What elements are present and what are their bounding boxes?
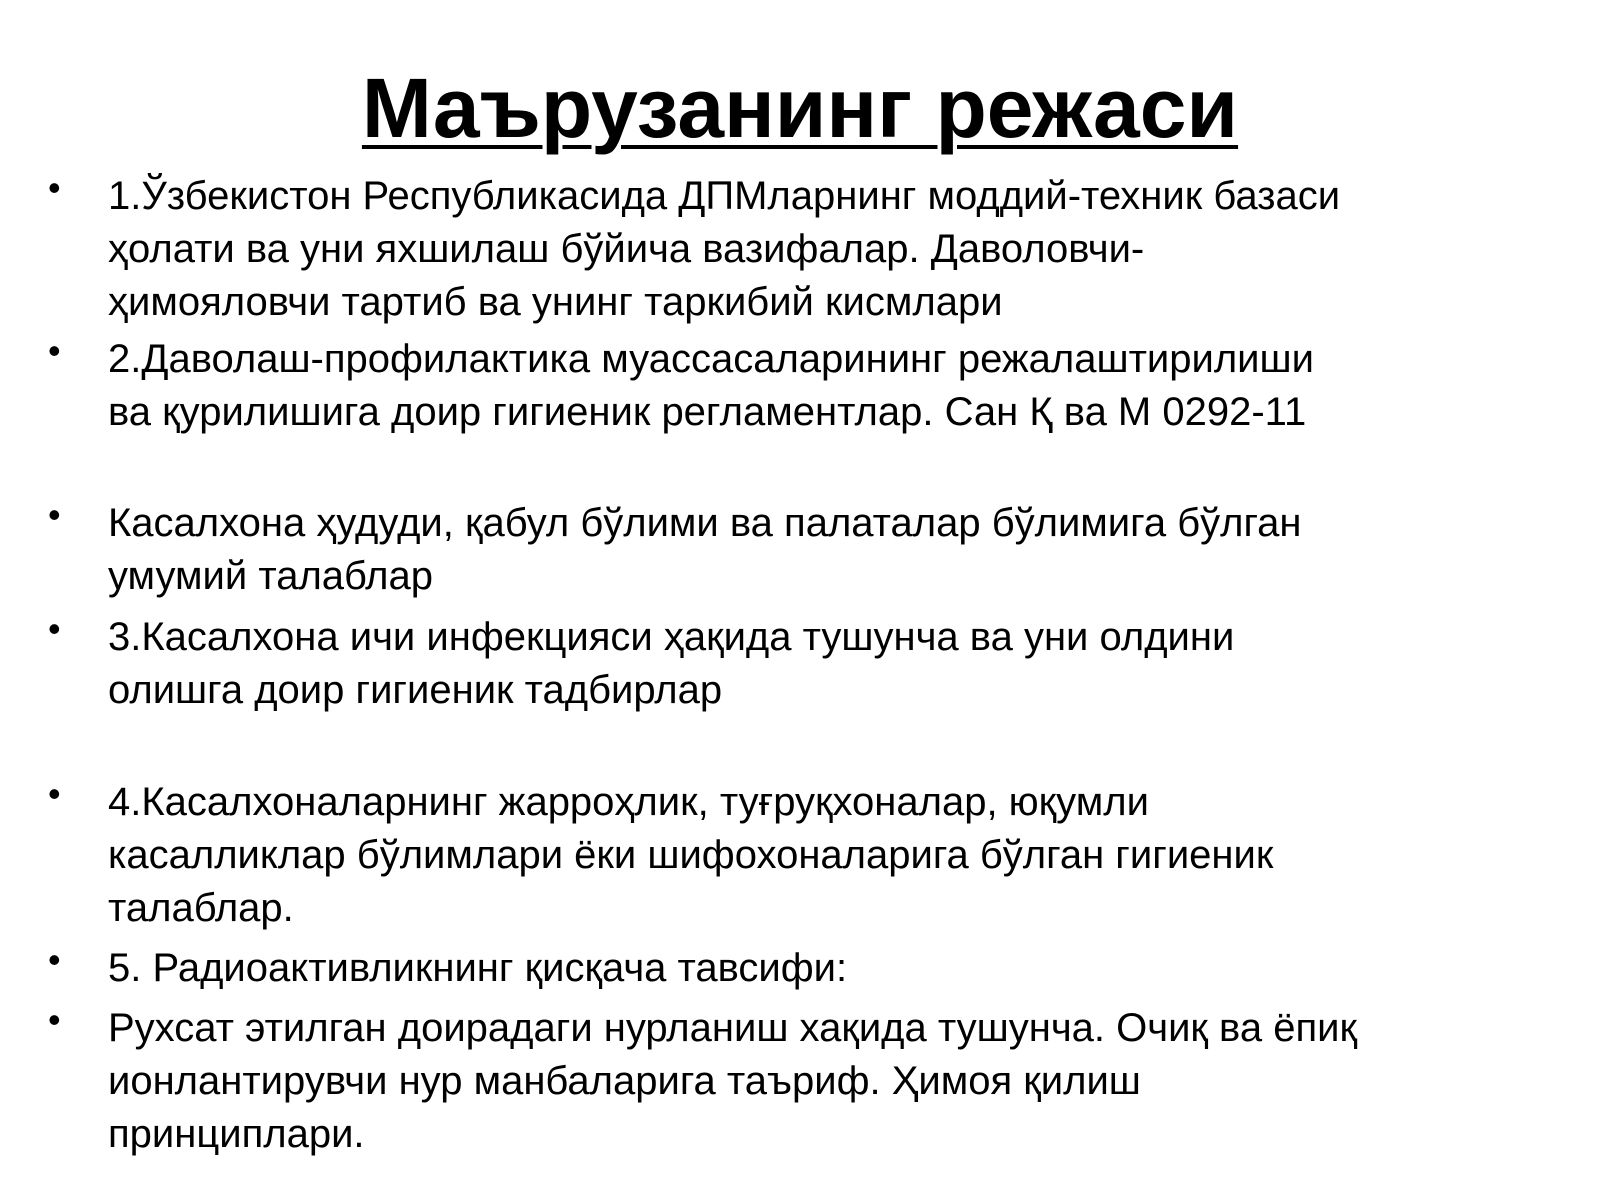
list-item-text: 1.Ўзбекистон Республикасида ДПМларнинг моддий-техник базаси ҳолати ва уни яхшилаш бўйича вазифалар. Даволовчи- ҳимояловчи тартиб ва унинг таркибий кисмлари <box>108 174 1341 324</box>
bullet-icon: • <box>48 167 61 208</box>
list-item-text: 3.Касалхона ичи инфекцияси ҳақида тушунча ва уни олдини олишга доир гигиеник тадбирлар <box>108 615 1235 712</box>
bullet-icon: • <box>48 999 61 1040</box>
list-item-text: Рухсат этилган доирадаги нурланиш хақида тушунча. Очиқ ва ёпиқ ионлантирувчи нур манбаларига таъриф. Ҳимоя қилиш принциплари. <box>108 1006 1357 1156</box>
bullet-icon: • <box>48 494 61 535</box>
list-item-text: 4.Касалхоналарнинг жарроҳлик, туғруқхоналар, юқумли касалликлар бўлимлари ёки шифохоналарига бўлган гигиеник талаблар. <box>108 780 1274 930</box>
bullet-icon: • <box>48 939 61 980</box>
bullet-icon: • <box>48 608 61 649</box>
bullet-icon: • <box>48 330 61 371</box>
list-item-text: 2.Даволаш-профилактика муассасаларининг режалаштирилиши ва қурилишига доир гигиеник регламентлар. Сан Қ ва М 0292-11 <box>108 337 1314 434</box>
slide-title: Маърузанинг режаси <box>361 61 1239 155</box>
list-item-text: Касалхона ҳудуди, қабул бўлими ва палаталар бўлимига бўлган умумий талаблар <box>108 501 1302 598</box>
list-item-text: 5. Радиоактивликнинг қисқача тавсифи: <box>108 946 848 990</box>
bullet-icon: • <box>48 773 61 814</box>
